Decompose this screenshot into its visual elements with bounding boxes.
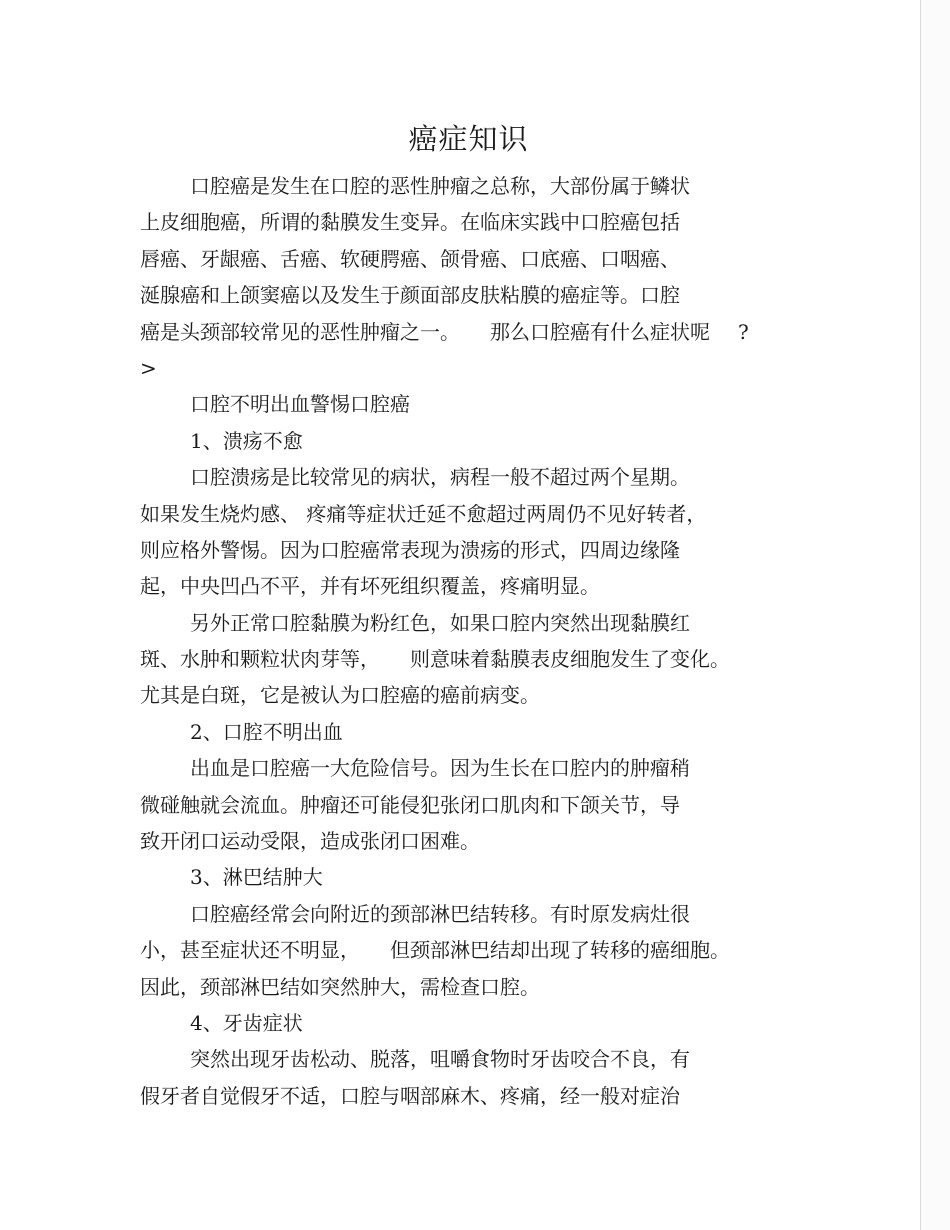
page-edge (921, 0, 950, 1230)
text-line: 如果发生烧灼感、 疼痛等症状迁延不愈超过两周仍不见好转者， (140, 501, 707, 526)
text-line: > (140, 355, 157, 380)
section-heading: 3、淋巴结肿大 (190, 865, 323, 890)
text-segment: 则意味着黏膜表皮细胞发生了变化。 (410, 647, 730, 672)
text-line: 起，中央凹凸不平，并有坏死组织覆盖，疼痛明显。 (140, 574, 600, 599)
document-body (140, 168, 830, 1114)
text-line: 口腔癌是发生在口腔的恶性肿瘤之总称，大部份属于鳞状 (190, 174, 690, 198)
text-line: 假牙者自觉假牙不适，口腔与咽部麻木、疼痛，经一般对症治 (140, 1083, 680, 1108)
text-line: 因此，颈部淋巴结如突然肿大，需检查口腔。 (140, 974, 540, 999)
text-line: 口腔溃疡是比较常见的病状，病程一般不超过两个星期。 (190, 465, 690, 490)
text-segment: 癌是头颈部较常见的恶性肿瘤之一。 (140, 319, 460, 344)
question-mark: ? (738, 319, 749, 344)
section-heading: 1、溃疡不愈 (190, 428, 303, 453)
text-line: 出血是口腔癌一大危险信号。因为生长在口腔内的肿瘤稍 (190, 756, 690, 781)
text-line: 涎腺癌和上颌窦癌以及发生于颜面部皮肤粘膜的癌症等。口腔 (140, 283, 680, 308)
text-line: 致开闭口运动受限，造成张闭口困难。 (140, 829, 480, 854)
page-title: 癌症知识 (408, 122, 529, 156)
text-segment: 斑、水肿和颗粒状肉芽等， (140, 647, 380, 672)
text-line (140, 314, 830, 350)
text-line (140, 932, 830, 968)
text-segment: 但颈部淋巴结却出现了转移的癌细胞。 (390, 938, 730, 963)
text-line: 另外正常口腔黏膜为粉红色，如果口腔内突然出现黏膜红 (190, 610, 690, 635)
text-segment: 小，甚至症状还不明显， (140, 938, 360, 963)
text-line: 突然出现牙齿松动、脱落，咀嚼食物时牙齿咬合不良，有 (190, 1047, 690, 1072)
text-line: 微碰触就会流血。肿瘤还可能侵犯张闭口肌肉和下颌关节，导 (140, 792, 680, 817)
text-line: 尤其是白斑，它是被认为口腔癌的癌前病变。 (140, 683, 540, 708)
text-line: 唇癌、牙龈癌、舌癌、软硬腭癌、颌骨癌、口底癌、口咽癌、 (140, 246, 680, 271)
text-line: 上皮细胞癌，所谓的黏膜发生变异。在临床实践中口腔癌包括 (140, 210, 680, 235)
section-heading: 2、口腔不明出血 (190, 719, 343, 744)
text-line: 则应格外警惕。因为口腔癌常表现为溃疡的形式，四周边缘隆 (140, 537, 680, 562)
text-line: 口腔癌经常会向附近的颈部淋巴结转移。有时原发病灶很 (190, 901, 690, 926)
section-heading: 口腔不明出血警惕口腔癌 (190, 392, 410, 417)
text-segment: 那么口腔癌有什么症状呢 (490, 319, 710, 344)
section-heading: 4、牙齿症状 (190, 1010, 303, 1035)
text-line (140, 641, 830, 677)
